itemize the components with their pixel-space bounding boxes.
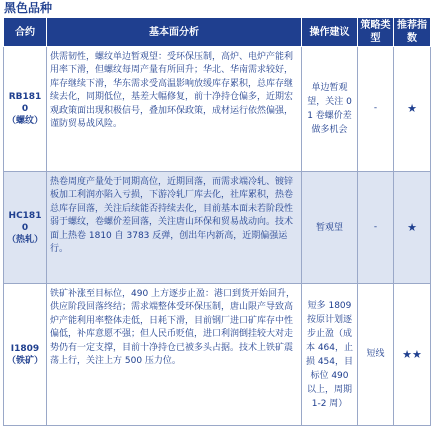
- contract-name: （螺纹）: [7, 116, 44, 126]
- contract-cell: [4, 172, 47, 284]
- contract-code: I1809: [10, 343, 40, 354]
- strategy-type-cell: 短线: [358, 284, 394, 426]
- contract-code: HC1810: [8, 210, 42, 233]
- section-title: 黑色品种: [4, 1, 53, 15]
- contract-name: （铁矿）: [7, 355, 44, 366]
- rating-stars: ★: [394, 172, 431, 284]
- contract-code: RB1810: [8, 92, 42, 114]
- table-row: [4, 47, 431, 172]
- analysis-cell: 供需韧性，螺纹单边暂观望：受环保压制，高炉、电炉产能利用率下滑，但螺纹每周产量有所回升；华北、华南需求较好，库存继续下滑，华东需求受高温影响放缓库存累积，总库存继续去化，同期低位，基差大幅修复，前十净持仓偏多，近期宏观政策面出现积极信号，叠加环保政策，成材运行依然偏强，谨防贸易战风险。: [47, 47, 302, 172]
- contract-name: （热轧）: [7, 234, 44, 245]
- table-header-row: [4, 18, 431, 47]
- advice-cell: 单边暂观望，关注 01 卷螺价差做多机会: [302, 47, 358, 172]
- header-rating: 推荐指数: [394, 18, 431, 47]
- advice-cell: 暂观望: [302, 172, 358, 284]
- contract-cell: [4, 284, 47, 426]
- analysis-cell: 铁矿补涨至目标位，490 上方逐步止盈：港口到货开始回升，供应阶段回落终结；需求端整体受环保压制，唐山限产导致高炉产能利用率整体走低，日耗下滑，目前钢厂进口矿库存中性偏低，补库意愿不强；但人民币贬值，进口利润倒挂较大对走势仍有一定支撑，目前十净持仓已被多头占据。技术上铁矿震荡上行，关注上方 500 压力位。: [47, 284, 302, 426]
- header-analysis: 基本面分析: [47, 18, 302, 47]
- table-row: [4, 284, 431, 426]
- table-row: [4, 172, 431, 284]
- header-advice: 操作建议: [302, 18, 358, 47]
- strategy-type-cell: -: [358, 172, 394, 284]
- rating-stars: ★: [394, 47, 431, 172]
- header-contract: 合约: [4, 18, 47, 47]
- header-strategy-type: 策略类型: [358, 18, 394, 47]
- advice-cell: 短多 1809 按原计划逐步止盈（成本 464，止损 454，目标位 490 以上，周期 1-2 周）: [302, 284, 358, 426]
- strategy-table: [3, 17, 431, 426]
- strategy-type-cell: -: [358, 47, 394, 172]
- analysis-cell: 热卷周度产量处于同期高位，近期回落，而需求端冷轧、镀锌板加工利润亦陷入亏损，下游冷轧厂库去化，社库累积，热卷总库存回落，关注后续能否持续去化，目前基本面未若阶段性弱于螺纹，卷螺价差回落，关注唐山环保和贸易战动向。技术面上热卷 1810 自 3783 反弹，创出年内新高，近期偏强运行。: [47, 172, 302, 284]
- contract-cell: [4, 47, 47, 172]
- rating-stars: ★★: [394, 284, 431, 426]
